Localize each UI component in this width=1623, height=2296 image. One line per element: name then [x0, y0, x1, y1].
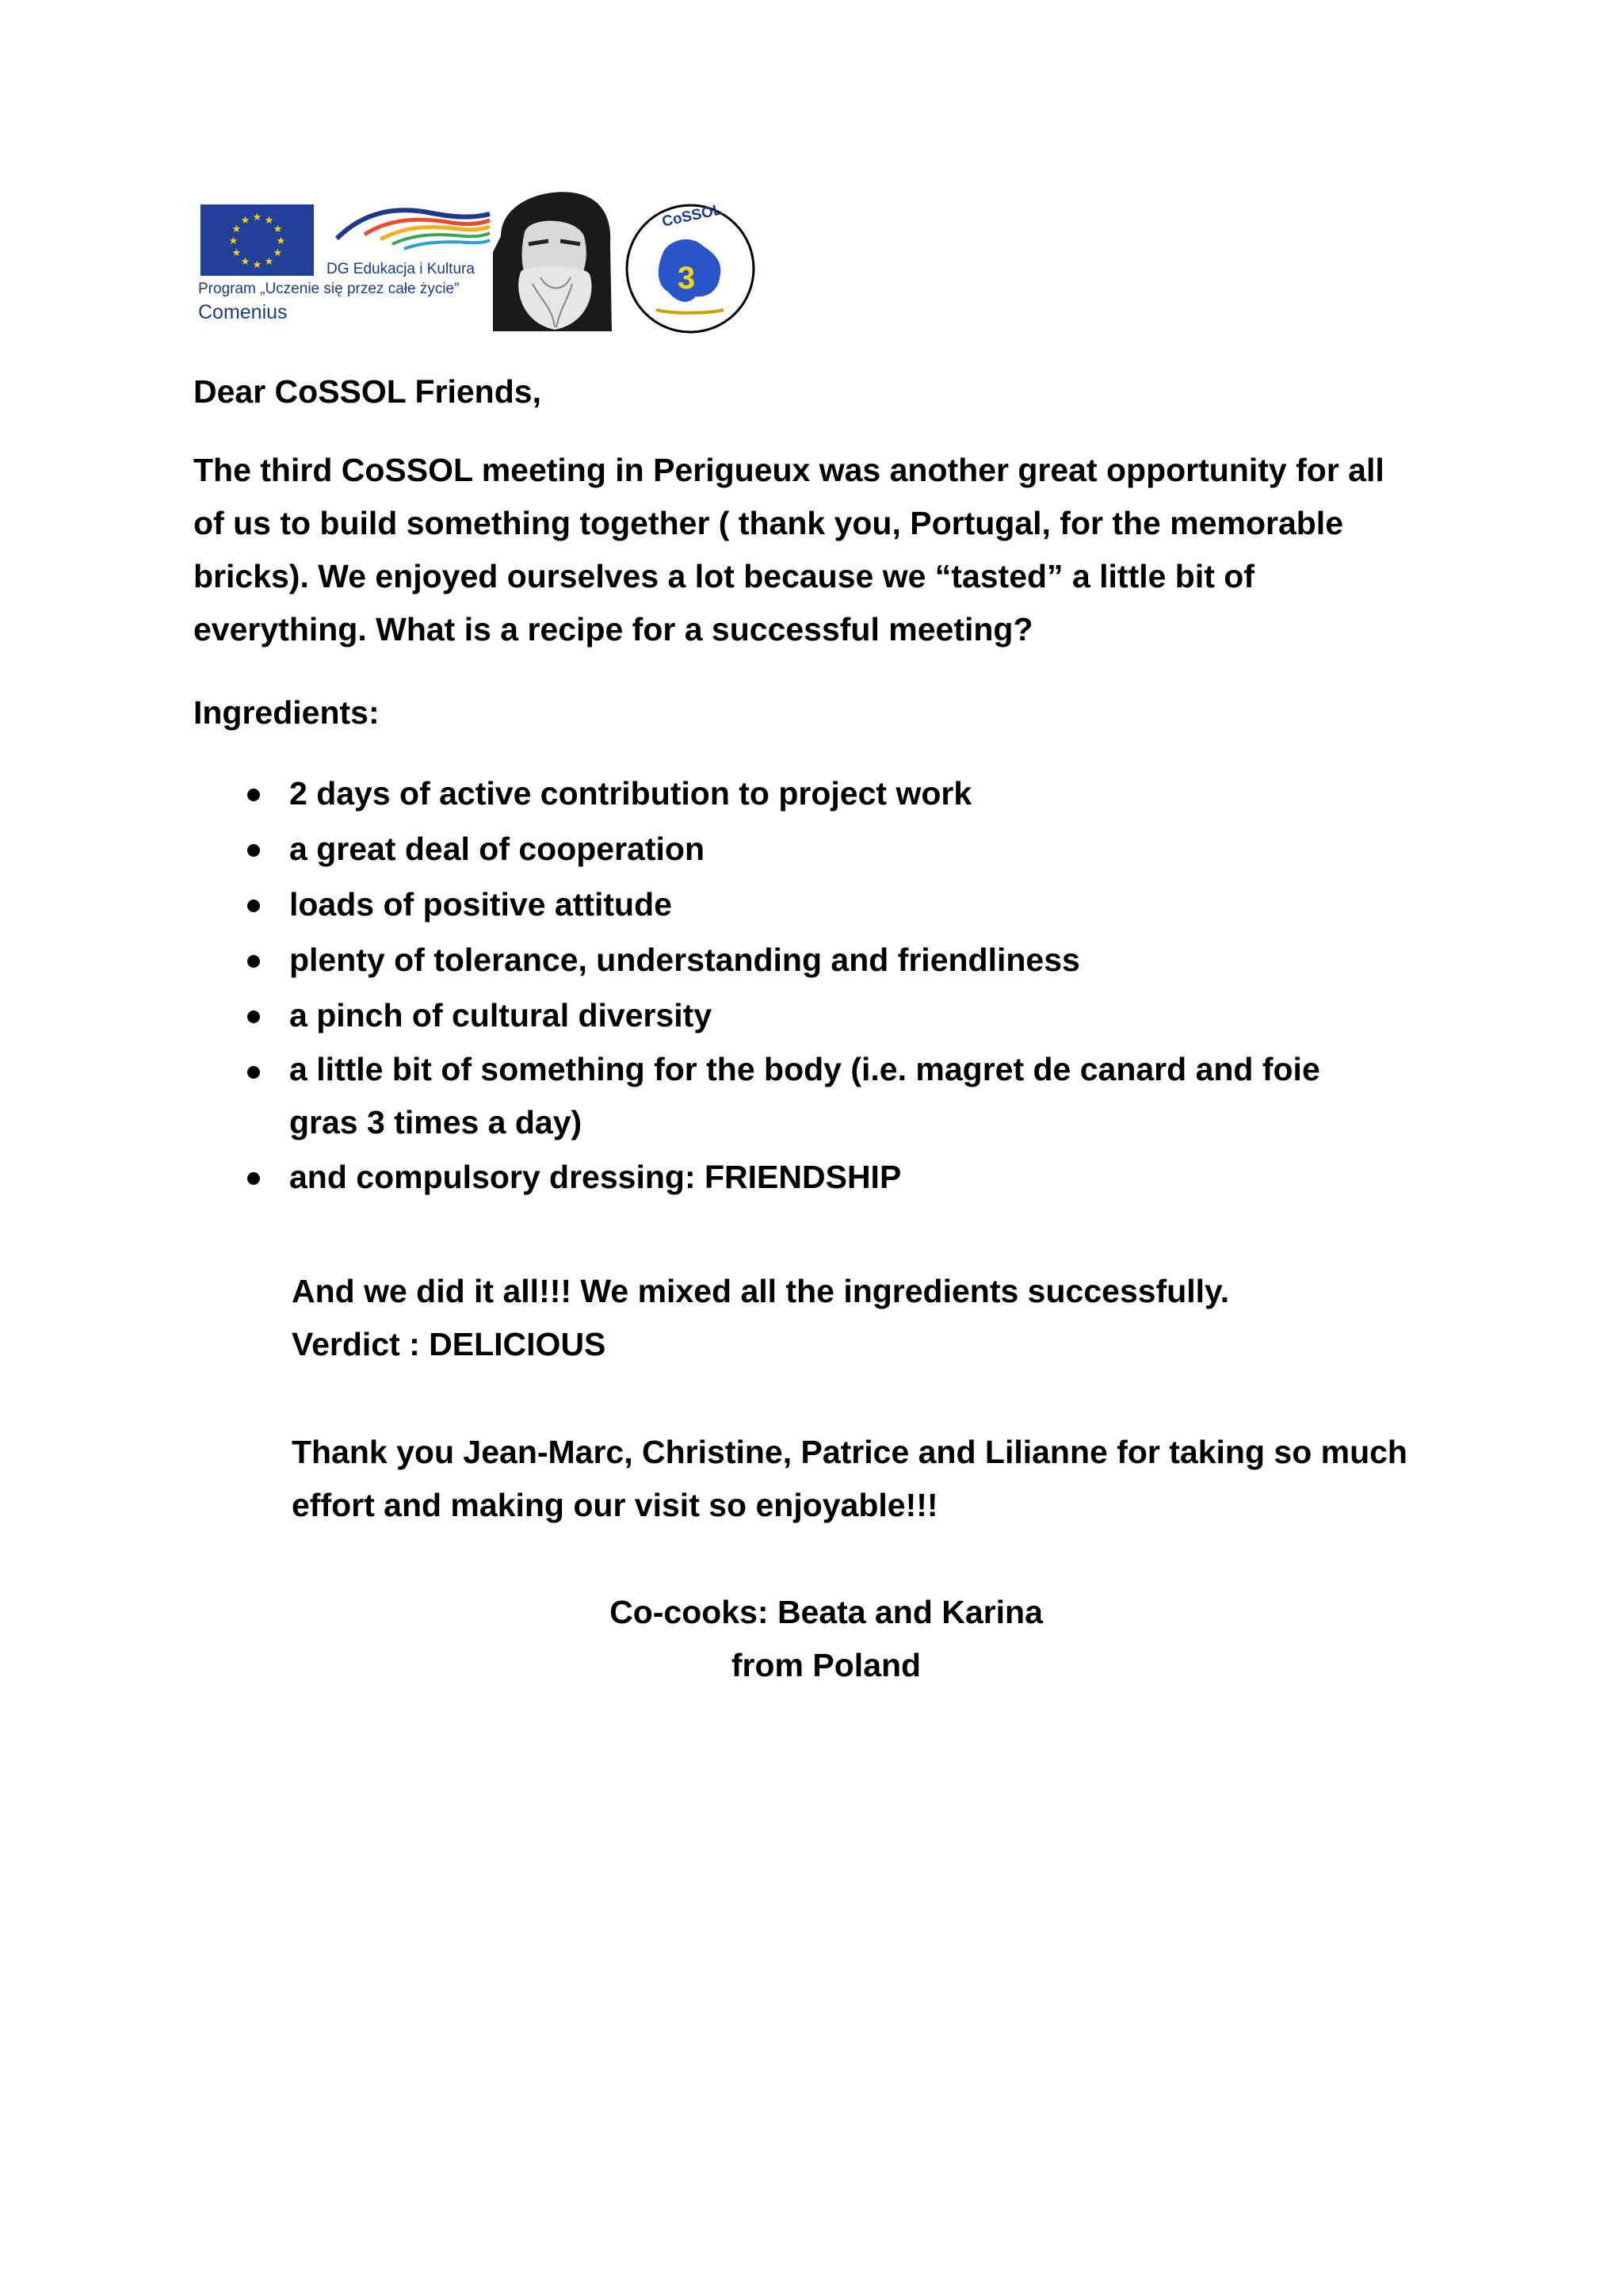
closing-thanks: [292, 1426, 1407, 1532]
paragraph-line: bricks). We enjoyed ourselves a lot because we “tasted” a little bit of: [193, 558, 1254, 594]
svg-text:★: ★: [252, 211, 262, 223]
list-item: loads of positive attitude: [246, 877, 1320, 932]
svg-text:★: ★: [252, 258, 262, 270]
closing-line: Verdict : DELICIOUS: [292, 1326, 606, 1362]
svg-text:★: ★: [228, 235, 239, 246]
svg-text:★: ★: [264, 255, 274, 267]
signature: [475, 1586, 1177, 1692]
bullet-icon: [247, 789, 260, 801]
svg-text:★: ★: [273, 223, 283, 235]
cossol-logo-label: CoSSOL: [660, 201, 724, 231]
svg-text:★: ★: [273, 246, 283, 258]
ingredients-heading: Ingredients:: [193, 694, 380, 731]
ingredients-list: [246, 766, 1320, 1205]
bullet-icon: [247, 955, 260, 968]
signature-line: Co-cooks: Beata and Karina: [609, 1594, 1043, 1630]
list-item: a little bit of something for the body (i.e. magret de canard and foie gras 3 times a day): [246, 1043, 1320, 1149]
signature-line: from Poland: [731, 1647, 922, 1683]
bullet-icon: [247, 900, 260, 912]
paragraph-line: The third CoSSOL meeting in Perigueux was another great opportunity for all: [193, 452, 1384, 488]
svg-text:★: ★: [231, 223, 242, 235]
bullet-icon: [247, 1010, 260, 1023]
closing-line: And we did it all!!! We mixed all the ingredients successfully.: [292, 1273, 1230, 1309]
list-item: plenty of tolerance, understanding and friendliness: [246, 932, 1320, 988]
list-item: 2 days of active contribution to project work: [246, 766, 1320, 821]
bullet-icon: [247, 1066, 260, 1079]
intro-paragraph: [193, 444, 1384, 656]
portrait-image: [493, 189, 613, 331]
comenius-label: Comenius: [198, 301, 288, 323]
closing-line: Thank you Jean-Marc, Christine, Patrice and Lilianne for taking so much: [292, 1434, 1407, 1470]
svg-text:★: ★: [264, 214, 274, 226]
svg-text:★: ★: [231, 246, 242, 258]
list-item: and compulsory dressing: FRIENDSHIP: [246, 1149, 1320, 1205]
paragraph-line: everything. What is a recipe for a successful meeting?: [193, 611, 1033, 648]
lifelong-learning-logo: [333, 203, 491, 258]
svg-text:★: ★: [276, 235, 286, 246]
svg-text:★: ★: [240, 255, 250, 267]
list-item: a great deal of cooperation: [246, 821, 1320, 877]
list-item: a pinch of cultural diversity: [246, 988, 1320, 1043]
program-label: Program „Uczenie się przez całe życie”: [198, 281, 460, 297]
paragraph-line: of us to build something together ( thank you, Portugal, for the memorable: [193, 505, 1343, 541]
dg-label: DG Edukacja i Kultura: [327, 261, 475, 277]
closing-verdict: [292, 1265, 1229, 1371]
eu-flag-logo: [200, 204, 314, 276]
greeting: Dear CoSSOL Friends,: [193, 373, 541, 410]
bullet-icon: [247, 1172, 260, 1185]
bullet-icon: [247, 844, 260, 857]
svg-text:3: 3: [677, 261, 696, 296]
closing-line: effort and making our visit so enjoyable!!!: [292, 1487, 938, 1523]
svg-text:★: ★: [240, 214, 250, 226]
